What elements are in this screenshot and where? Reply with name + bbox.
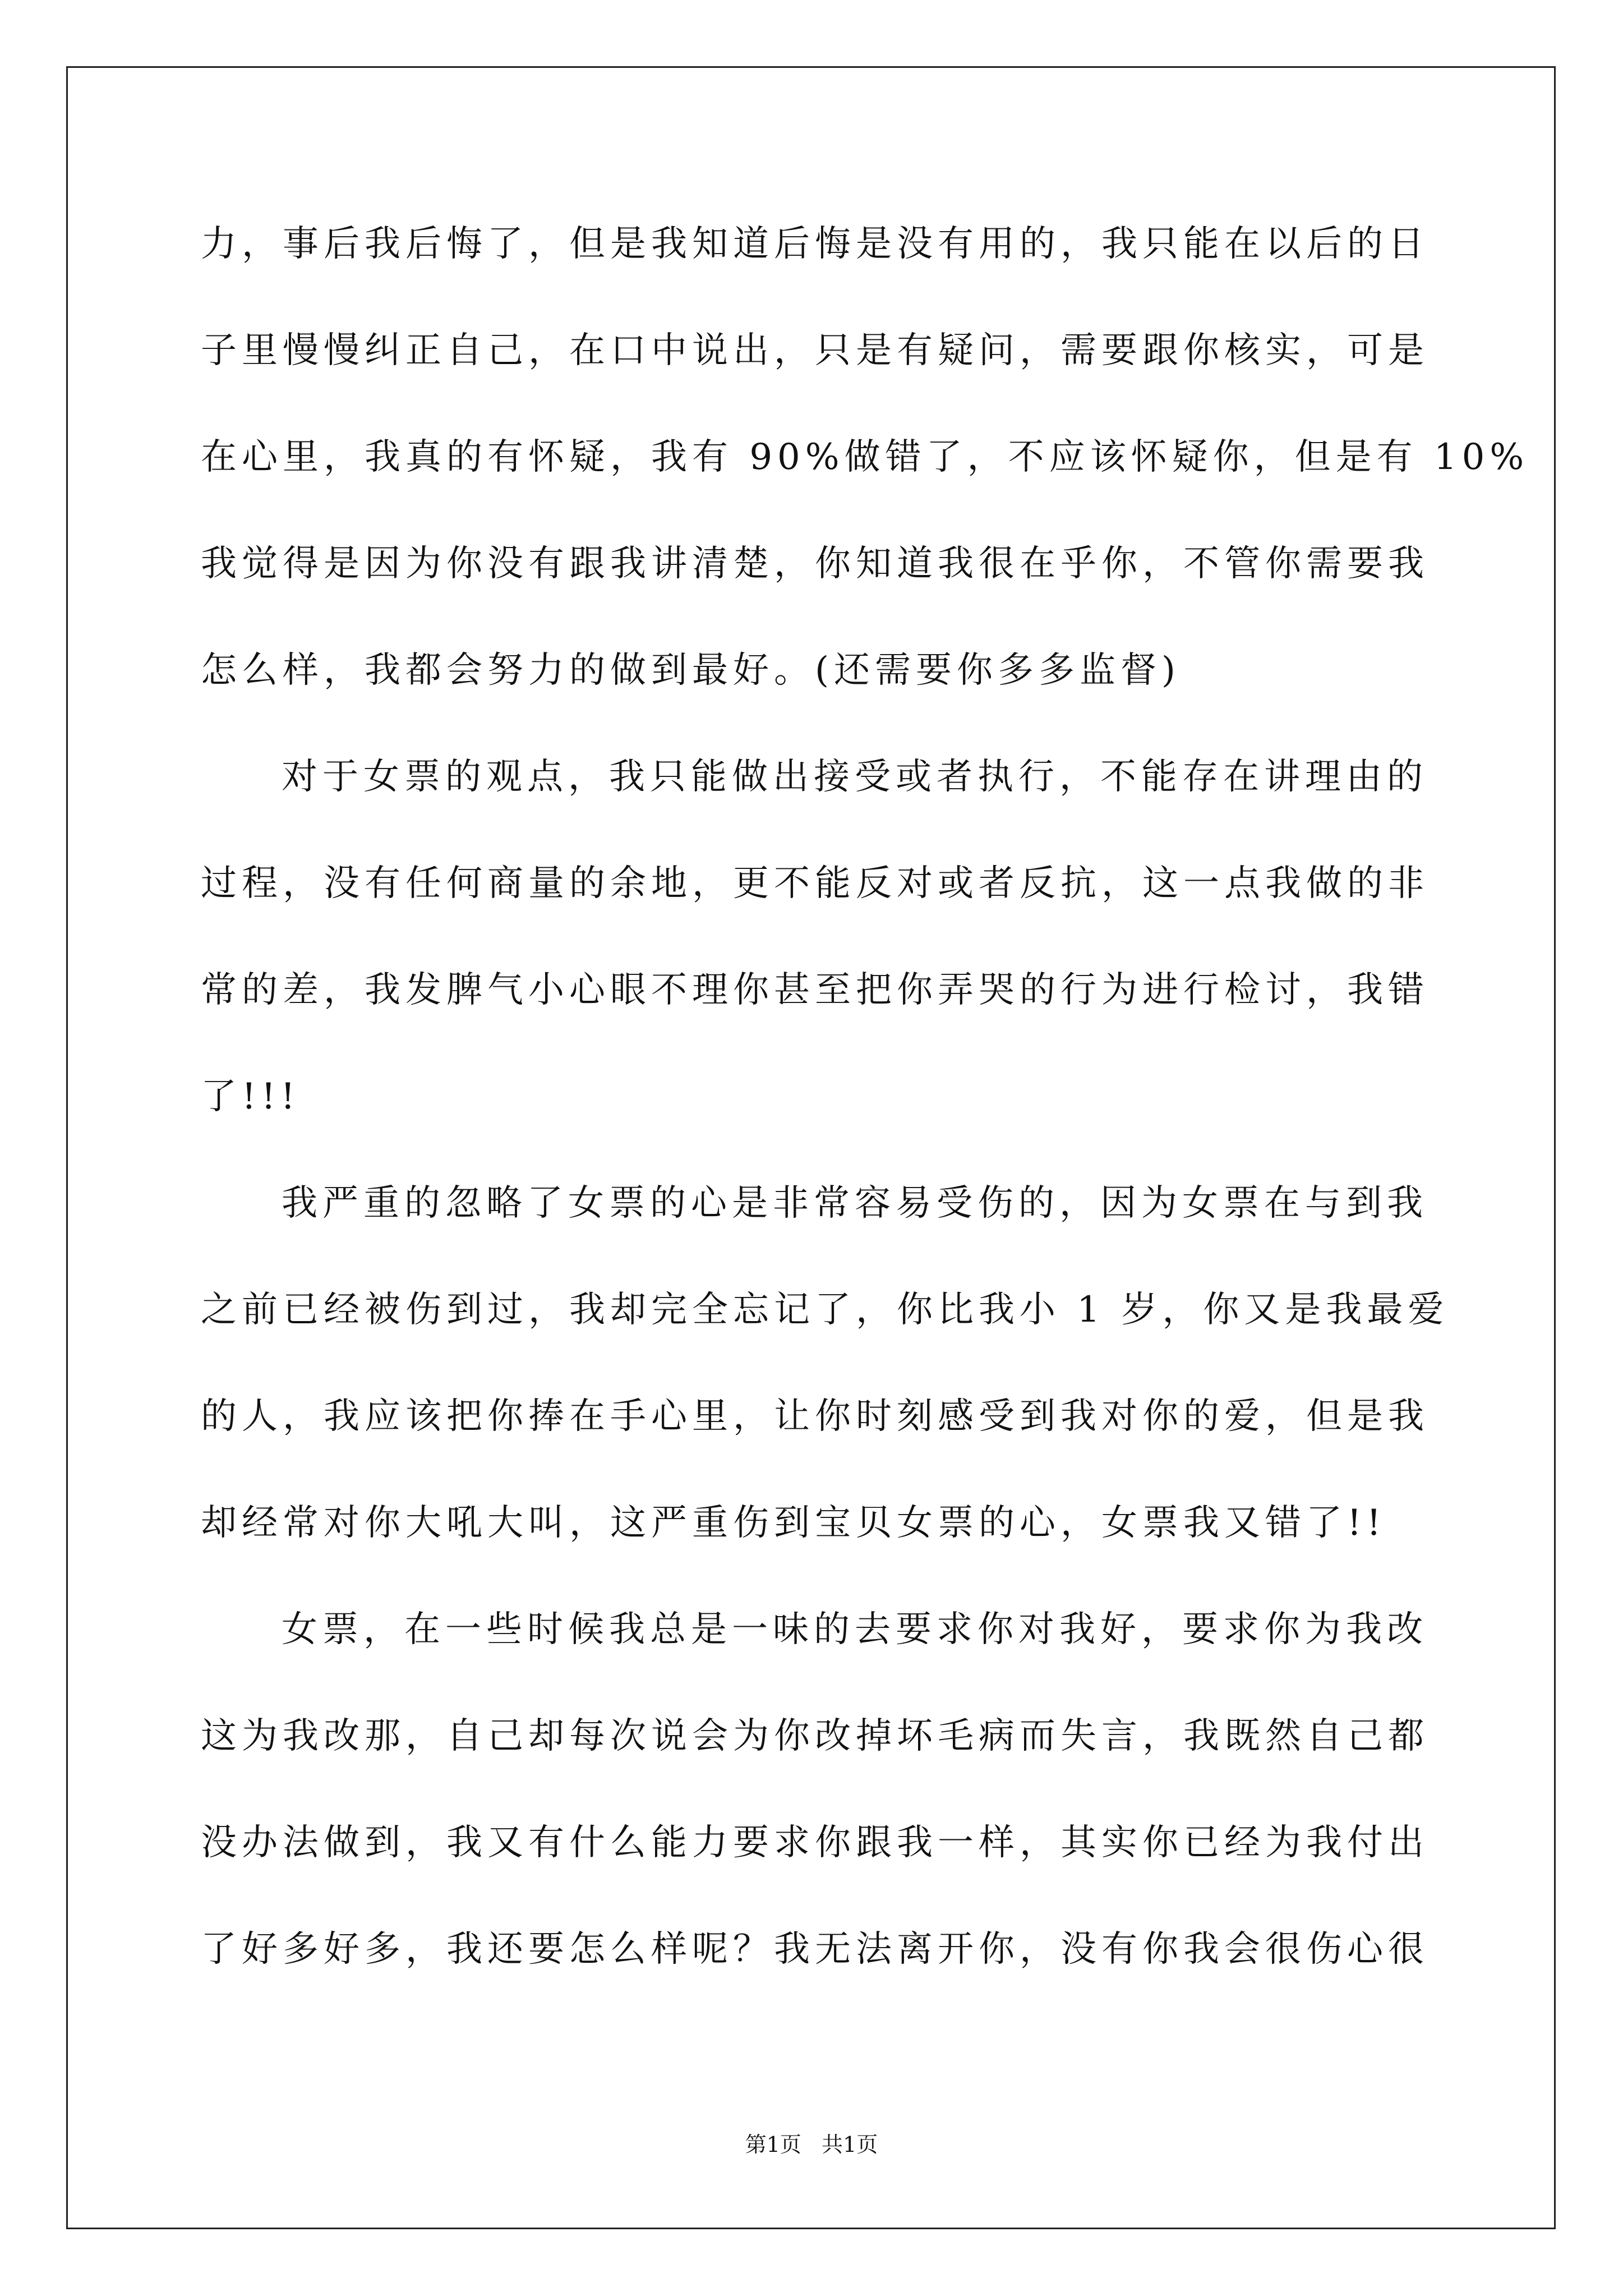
page-number-footer: 第1页 共1页 [745, 2132, 878, 2157]
text-line: 力，事后我后悔了，但是我知道后悔是没有用的，我只能在以后的日 [201, 223, 1429, 265]
text-line: 在心里，我真的有怀疑，我有 90%做错了，不应该怀疑你，但是有 10% [201, 436, 1529, 478]
paragraph-first-line: 我严重的忽略了女票的心是非常容易受伤的，因为女票在与到我 [282, 1182, 1428, 1224]
text-line: 却经常对你大吼大叫，这严重伤到宝贝女票的心，女票我又错了!! [201, 1502, 1386, 1544]
text-line: 怎么样，我都会努力的做到最好。(还需要你多多监督) [201, 650, 1181, 691]
text-line: 子里慢慢纠正自己，在口中说出，只是有疑问，需要跟你核实，可是 [201, 330, 1429, 371]
text-line: 我觉得是因为你没有跟我讲清楚，你知道我很在乎你，不管你需要我 [201, 543, 1429, 585]
text-line: 的人，我应该把你捧在手心里，让你时刻感受到我对你的爱，但是我 [201, 1396, 1429, 1437]
text-line: 之前已经被伤到过，我却完全忘记了，你比我小 1 岁，你又是我最爱 [201, 1289, 1449, 1331]
paragraph-first-line: 对于女票的观点，我只能做出接受或者执行，不能存在讲理由的 [282, 756, 1428, 798]
paragraph-first-line: 女票，在一些时候我总是一味的去要求你对我好，要求你为我改 [282, 1609, 1428, 1650]
text-line: 了!!! [201, 1076, 301, 1117]
text-line: 了好多好多，我还要怎么样呢？我无法离开你，没有你我会很伤心很 [201, 1929, 1429, 1970]
text-line: 这为我改那，自己却每次说会为你改掉坏毛病而失言，我既然自己都 [201, 1715, 1429, 1757]
text-line: 过程，没有任何商量的余地，更不能反对或者反抗，这一点我做的非 [201, 863, 1429, 904]
document-body [201, 216, 1529, 2028]
text-line: 常的差，我发脾气小心眼不理你甚至把你弄哭的行为进行检讨，我错 [201, 969, 1429, 1011]
text-line: 没办法做到，我又有什么能力要求你跟我一样，其实你已经为我付出 [201, 1822, 1429, 1864]
